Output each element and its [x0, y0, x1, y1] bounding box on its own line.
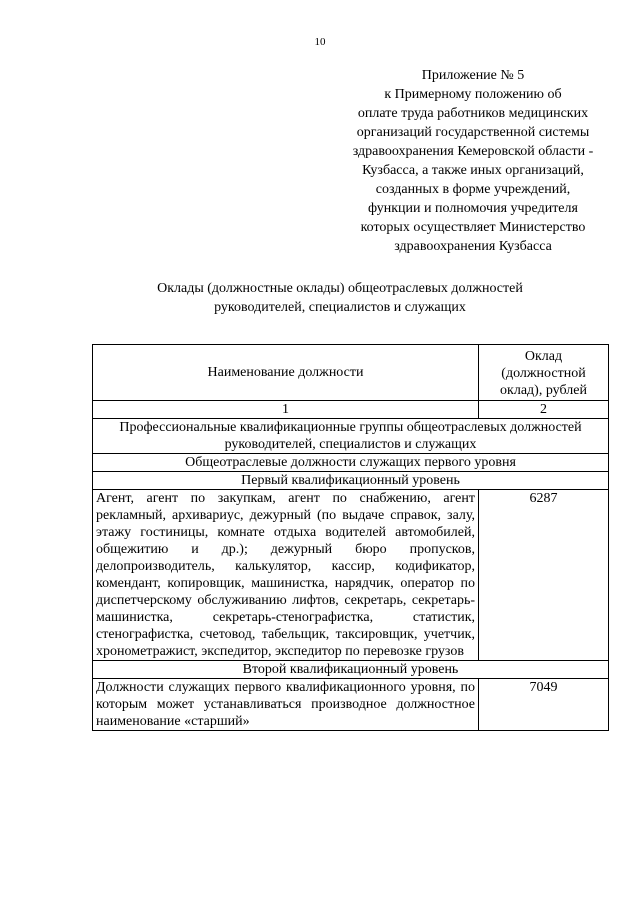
section-title: Общеотраслевые должности служащих первого уровня [93, 454, 609, 472]
table-row [93, 490, 609, 661]
appendix-line: к Примерному положению об [384, 87, 562, 102]
group-title: Профессиональные квалификационные группы общеотраслевых должностей руководителей, специалистов и служащих [93, 419, 609, 454]
group-title-row [93, 419, 609, 454]
column-number-row [93, 401, 609, 419]
header-position: Наименование должности [93, 345, 479, 401]
table-row [93, 679, 609, 731]
salary-cell: 6287 [479, 490, 609, 661]
column-number-2: 2 [479, 401, 609, 419]
column-number-1: 1 [93, 401, 479, 419]
table-header-row [93, 345, 609, 401]
appendix-block [318, 66, 628, 256]
salary-table [92, 344, 609, 731]
positions-cell: Агент, агент по закупкам, агент по снабжению, агент рекламный, архивариус, дежурный (по выдаче справок, залу, этажу гостиницы, комнате отдыха водителей автомобилей, общежитию и др.); дежурный бюро пропусков, делопроизводитель, калькулятор, кассир, кодификатор, комендант, копировщик, машинистка, нарядчик, оператор по диспетчерскому обслуживанию лифтов, секретарь, секретарь-машинистка, секретарь-стенографистка, статистик, стенографистка, счетовод, табельщик, таксировщик, учетчик, хронометражист, экспедитор, экспедитор по перевозке грузов [93, 490, 479, 661]
appendix-line: здравоохранения Кузбасса [394, 239, 552, 254]
appendix-line: здравоохранения Кемеровской области - [352, 144, 594, 159]
level-title: Второй квалификационный уровень [93, 661, 609, 679]
page-number: 10 [314, 36, 326, 48]
appendix-line: функции и полномочия учредителя [368, 201, 578, 216]
header-salary-line: Оклад [524, 349, 563, 364]
appendix-line: организаций государственной системы [356, 125, 590, 140]
title-line-1: Оклады (должностные оклады) общеотраслевых должностей [157, 281, 523, 296]
header-salary-line: (должностной [501, 366, 586, 381]
document-title [0, 279, 640, 317]
level-title-row [93, 472, 609, 490]
salary-cell: 7049 [479, 679, 609, 731]
section-title-row [93, 454, 609, 472]
appendix-line: оплате труда работников медицинских [357, 106, 589, 121]
appendix-line: Приложение № 5 [421, 68, 525, 83]
level-title-row [93, 661, 609, 679]
appendix-line: Кузбасса, а также иных организаций, [362, 163, 584, 178]
header-salary-line: оклад), рублей [500, 383, 587, 398]
appendix-line: созданных в форме учреждений, [375, 182, 571, 197]
positions-cell: Должности служащих первого квалификационного уровня, по которым может устанавливаться производное должностное наименование «старший» [93, 679, 479, 731]
appendix-line: которых осуществляет Министерство [360, 220, 586, 235]
header-salary [479, 345, 609, 401]
level-title: Первый квалификационный уровень [93, 472, 609, 490]
title-line-2: руководителей, специалистов и служащих [214, 300, 466, 315]
